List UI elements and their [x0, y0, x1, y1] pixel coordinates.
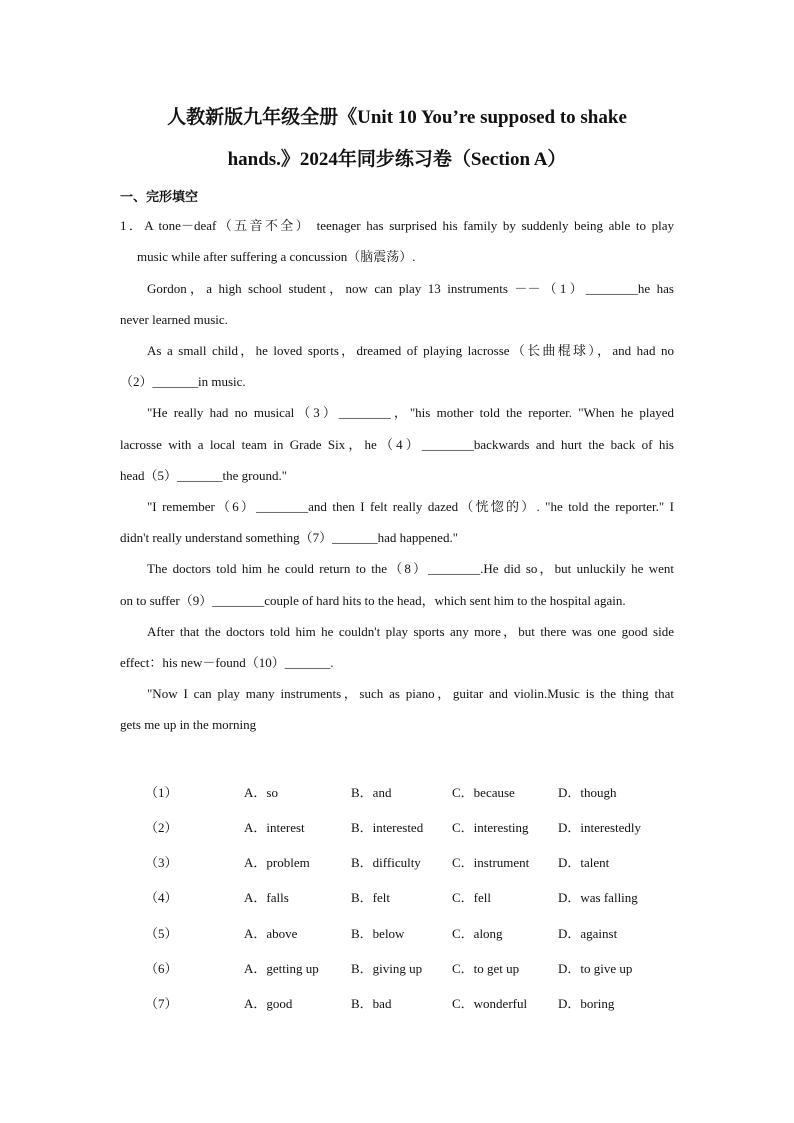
option-a[interactable]: A．getting up — [244, 961, 319, 976]
passage-line: music while after suffering a concussion（脑震荡）. — [137, 249, 416, 264]
passage-line: effect：his new－found（10）_______. — [120, 655, 334, 670]
option-b[interactable]: B．difficulty — [351, 855, 421, 870]
option-a[interactable]: A．so — [244, 785, 278, 800]
option-c[interactable]: C．instrument — [452, 855, 530, 870]
option-c[interactable]: C．along — [452, 926, 503, 941]
question-number: （6） — [145, 961, 178, 976]
question-number: （4） — [145, 890, 178, 905]
option-row — [0, 887, 794, 905]
question-number: （2） — [145, 820, 178, 835]
question-number: （3） — [145, 855, 178, 870]
passage-line: lacrosse with a local team in Grade Six，he（4）________backwards and hurt the back of his — [120, 437, 674, 452]
option-d[interactable]: D．against — [558, 926, 618, 941]
option-d[interactable]: D．though — [558, 785, 617, 800]
passage-line: "He really had no musical（3）________，"his mother told the reporter. "When he played — [147, 405, 674, 420]
option-b[interactable]: B．felt — [351, 890, 390, 905]
option-d[interactable]: D．was falling — [558, 890, 638, 905]
option-c[interactable]: C．wonderful — [452, 996, 528, 1011]
passage-line: on to suffer（9）________couple of hard hits to the head，which sent him to the hospital again. — [120, 593, 626, 608]
option-b[interactable]: B．bad — [351, 996, 392, 1011]
passage-line: As a small child，he loved sports，dreamed of playing lacrosse（长曲棍球），and had no — [147, 343, 674, 358]
passage-line: didn't really understand something（7）_______had happened." — [120, 530, 459, 545]
option-c[interactable]: C．because — [452, 785, 515, 800]
passage-line: never learned music. — [120, 312, 228, 327]
option-b[interactable]: B．interested — [351, 820, 424, 835]
option-row — [0, 817, 794, 835]
option-a[interactable]: A．above — [244, 926, 298, 941]
option-row — [0, 852, 794, 870]
option-row — [0, 923, 794, 941]
option-row — [0, 782, 794, 800]
passage-line: head（5）_______the ground." — [120, 468, 288, 483]
option-b[interactable]: B．giving up — [351, 961, 423, 976]
passage-line: "Now I can play many instruments，such as piano，guitar and violin.Music is the thing that — [147, 686, 674, 701]
option-c[interactable]: C．interesting — [452, 820, 529, 835]
passage-line: The doctors told him he could return to the（8）________.He did so，but unluckily he went — [147, 561, 674, 576]
passage-line: Gordon，a high school student，now can play 13 instruments －－（1）________he has — [147, 281, 674, 296]
option-d[interactable]: D．to give up — [558, 961, 633, 976]
question-number: （5） — [145, 926, 178, 941]
option-c[interactable]: C．to get up — [452, 961, 520, 976]
option-b[interactable]: B．below — [351, 926, 405, 941]
passage-line: 1．A tone－deaf（五音不全） teenager has surprised his family by suddenly being able to play — [120, 218, 674, 233]
passage-line: （2）_______in music. — [120, 374, 246, 389]
passage-line: "I remember（6）________and then I felt really dazed（恍惚的）. "he told the reporter." I — [147, 499, 674, 514]
question-number: （7） — [145, 996, 178, 1011]
option-b[interactable]: B．and — [351, 785, 392, 800]
section-heading: 一、完形填空 — [120, 190, 199, 205]
document-title-line2: hands.》2024年同步练习卷（Section A） — [227, 149, 567, 170]
option-a[interactable]: A．good — [244, 996, 293, 1011]
option-d[interactable]: D．interestedly — [558, 820, 642, 835]
option-a[interactable]: A．problem — [244, 855, 310, 870]
option-a[interactable]: A．interest — [244, 820, 305, 835]
passage-line: After that the doctors told him he couldn't play sports any more，but there was one good side — [147, 624, 674, 639]
option-row — [0, 993, 794, 1011]
option-c[interactable]: C．fell — [452, 890, 491, 905]
option-d[interactable]: D．talent — [558, 855, 610, 870]
passage-line: gets me up in the morning — [120, 717, 257, 732]
document-title-line1: 人教新版九年级全册《Unit 10 You’re supposed to shake — [167, 107, 627, 128]
option-d[interactable]: D．boring — [558, 996, 615, 1011]
option-row — [0, 958, 794, 976]
option-a[interactable]: A．falls — [244, 890, 289, 905]
question-number: （1） — [145, 785, 178, 800]
